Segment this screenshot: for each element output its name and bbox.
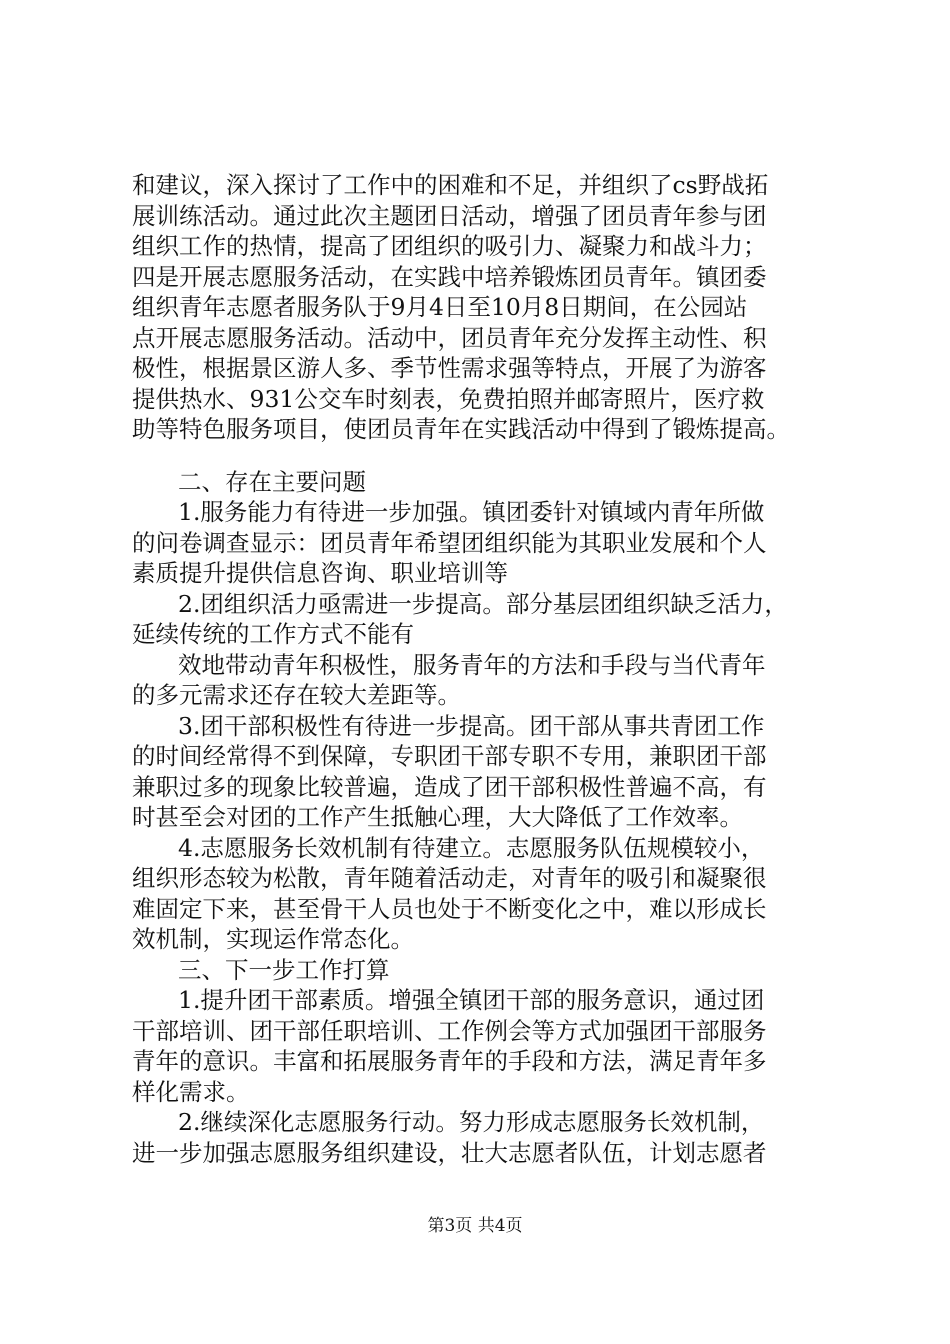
text-line: 4.志愿服务长效机制有待建立。志愿服务队伍规模较小， (178, 833, 765, 862)
text-line: 效地带动青年积极性，服务青年的方法和手段与当代青年 (178, 650, 766, 679)
text-line: 助等特色服务项目，使团员青年在实践活动中得到了锻炼提高。 (132, 415, 790, 443)
text-line: 兼职过多的现象比较普遍，造成了团干部积极性普遍不高，有 (132, 772, 767, 801)
text-line: 3.团干部积极性有待进一步提高。团干部从事共青团工作 (178, 711, 765, 740)
text-line: 素质提升提供信息咨询、职业培训等 (132, 559, 508, 587)
text-line: 和建议，深入探讨了工作中的困难和不足，并组织了cs野战拓 (132, 171, 769, 199)
page-footer: 第3页 共4页 (427, 1216, 523, 1236)
text-line: 点开展志愿服务活动。活动中，团员青年充分发挥主动性、积 (132, 323, 767, 352)
text-line: 的问卷调查显示：团员青年希望团组织能为其职业发展和个人 (132, 528, 767, 557)
text-line: 组织形态较为松散，青年随着活动走，对青年的吸引和凝聚很 (132, 864, 767, 892)
text-line: 进一步加强志愿服务组织建设，壮大志愿者队伍，计划志愿者 (132, 1138, 767, 1167)
text-line: 展训练活动。通过此次主题团日活动，增强了团员青年参与团 (132, 201, 767, 230)
text-line: 极性，根据景区游人多、季节性需求强等特点，开展了为游客 (132, 354, 767, 382)
text-line: 难固定下来，甚至骨干人员也处于不断变化之中，难以形成长 (132, 894, 767, 923)
text-line: 2.团组织活力亟需进一步提高。部分基层团组织缺乏活力， (178, 589, 788, 618)
section-heading: 三、下一步工作打算 (178, 955, 390, 984)
text-line: 效机制，实现运作常态化。 (132, 925, 414, 953)
text-line: 1.提升团干部素质。增强全镇团干部的服务意识，通过团 (178, 986, 765, 1014)
text-line: 组织青年志愿者服务队于9月4日至10月8日期间，在公园站 (132, 293, 748, 321)
text-line: 的多元需求还存在较大差距等。 (132, 681, 461, 709)
text-line: 延续传统的工作方式不能有 (132, 620, 414, 648)
text-line: 时甚至会对团的工作产生抵触心理，大大降低了工作效率。 (132, 803, 743, 831)
text-line: 样化需求。 (132, 1077, 250, 1106)
text-line: 提供热水、931公交车时刻表，免费拍照并邮寄照片，医疗救 (132, 384, 765, 413)
text-line: 组织工作的热情，提高了团组织的吸引力、凝聚力和战斗力； (132, 232, 767, 260)
text-line: 青年的意识。丰富和拓展服务青年的手段和方法，满足青年多 (132, 1047, 767, 1075)
text-line: 干部培训、团干部任职培训、工作例会等方式加强团干部服务 (132, 1016, 767, 1045)
text-line: 1.服务能力有待进一步加强。镇团委针对镇域内青年所做 (178, 498, 765, 526)
text-line: 四是开展志愿服务活动，在实践中培养锻炼团员青年。镇团委 (132, 262, 767, 291)
text-line: 2.继续深化志愿服务行动。努力形成志愿服务长效机制， (178, 1108, 765, 1136)
section-heading: 二、存在主要问题 (178, 467, 366, 496)
text-line: 的时间经常得不到保障，专职团干部专职不专用，兼职团干部 (132, 742, 767, 770)
